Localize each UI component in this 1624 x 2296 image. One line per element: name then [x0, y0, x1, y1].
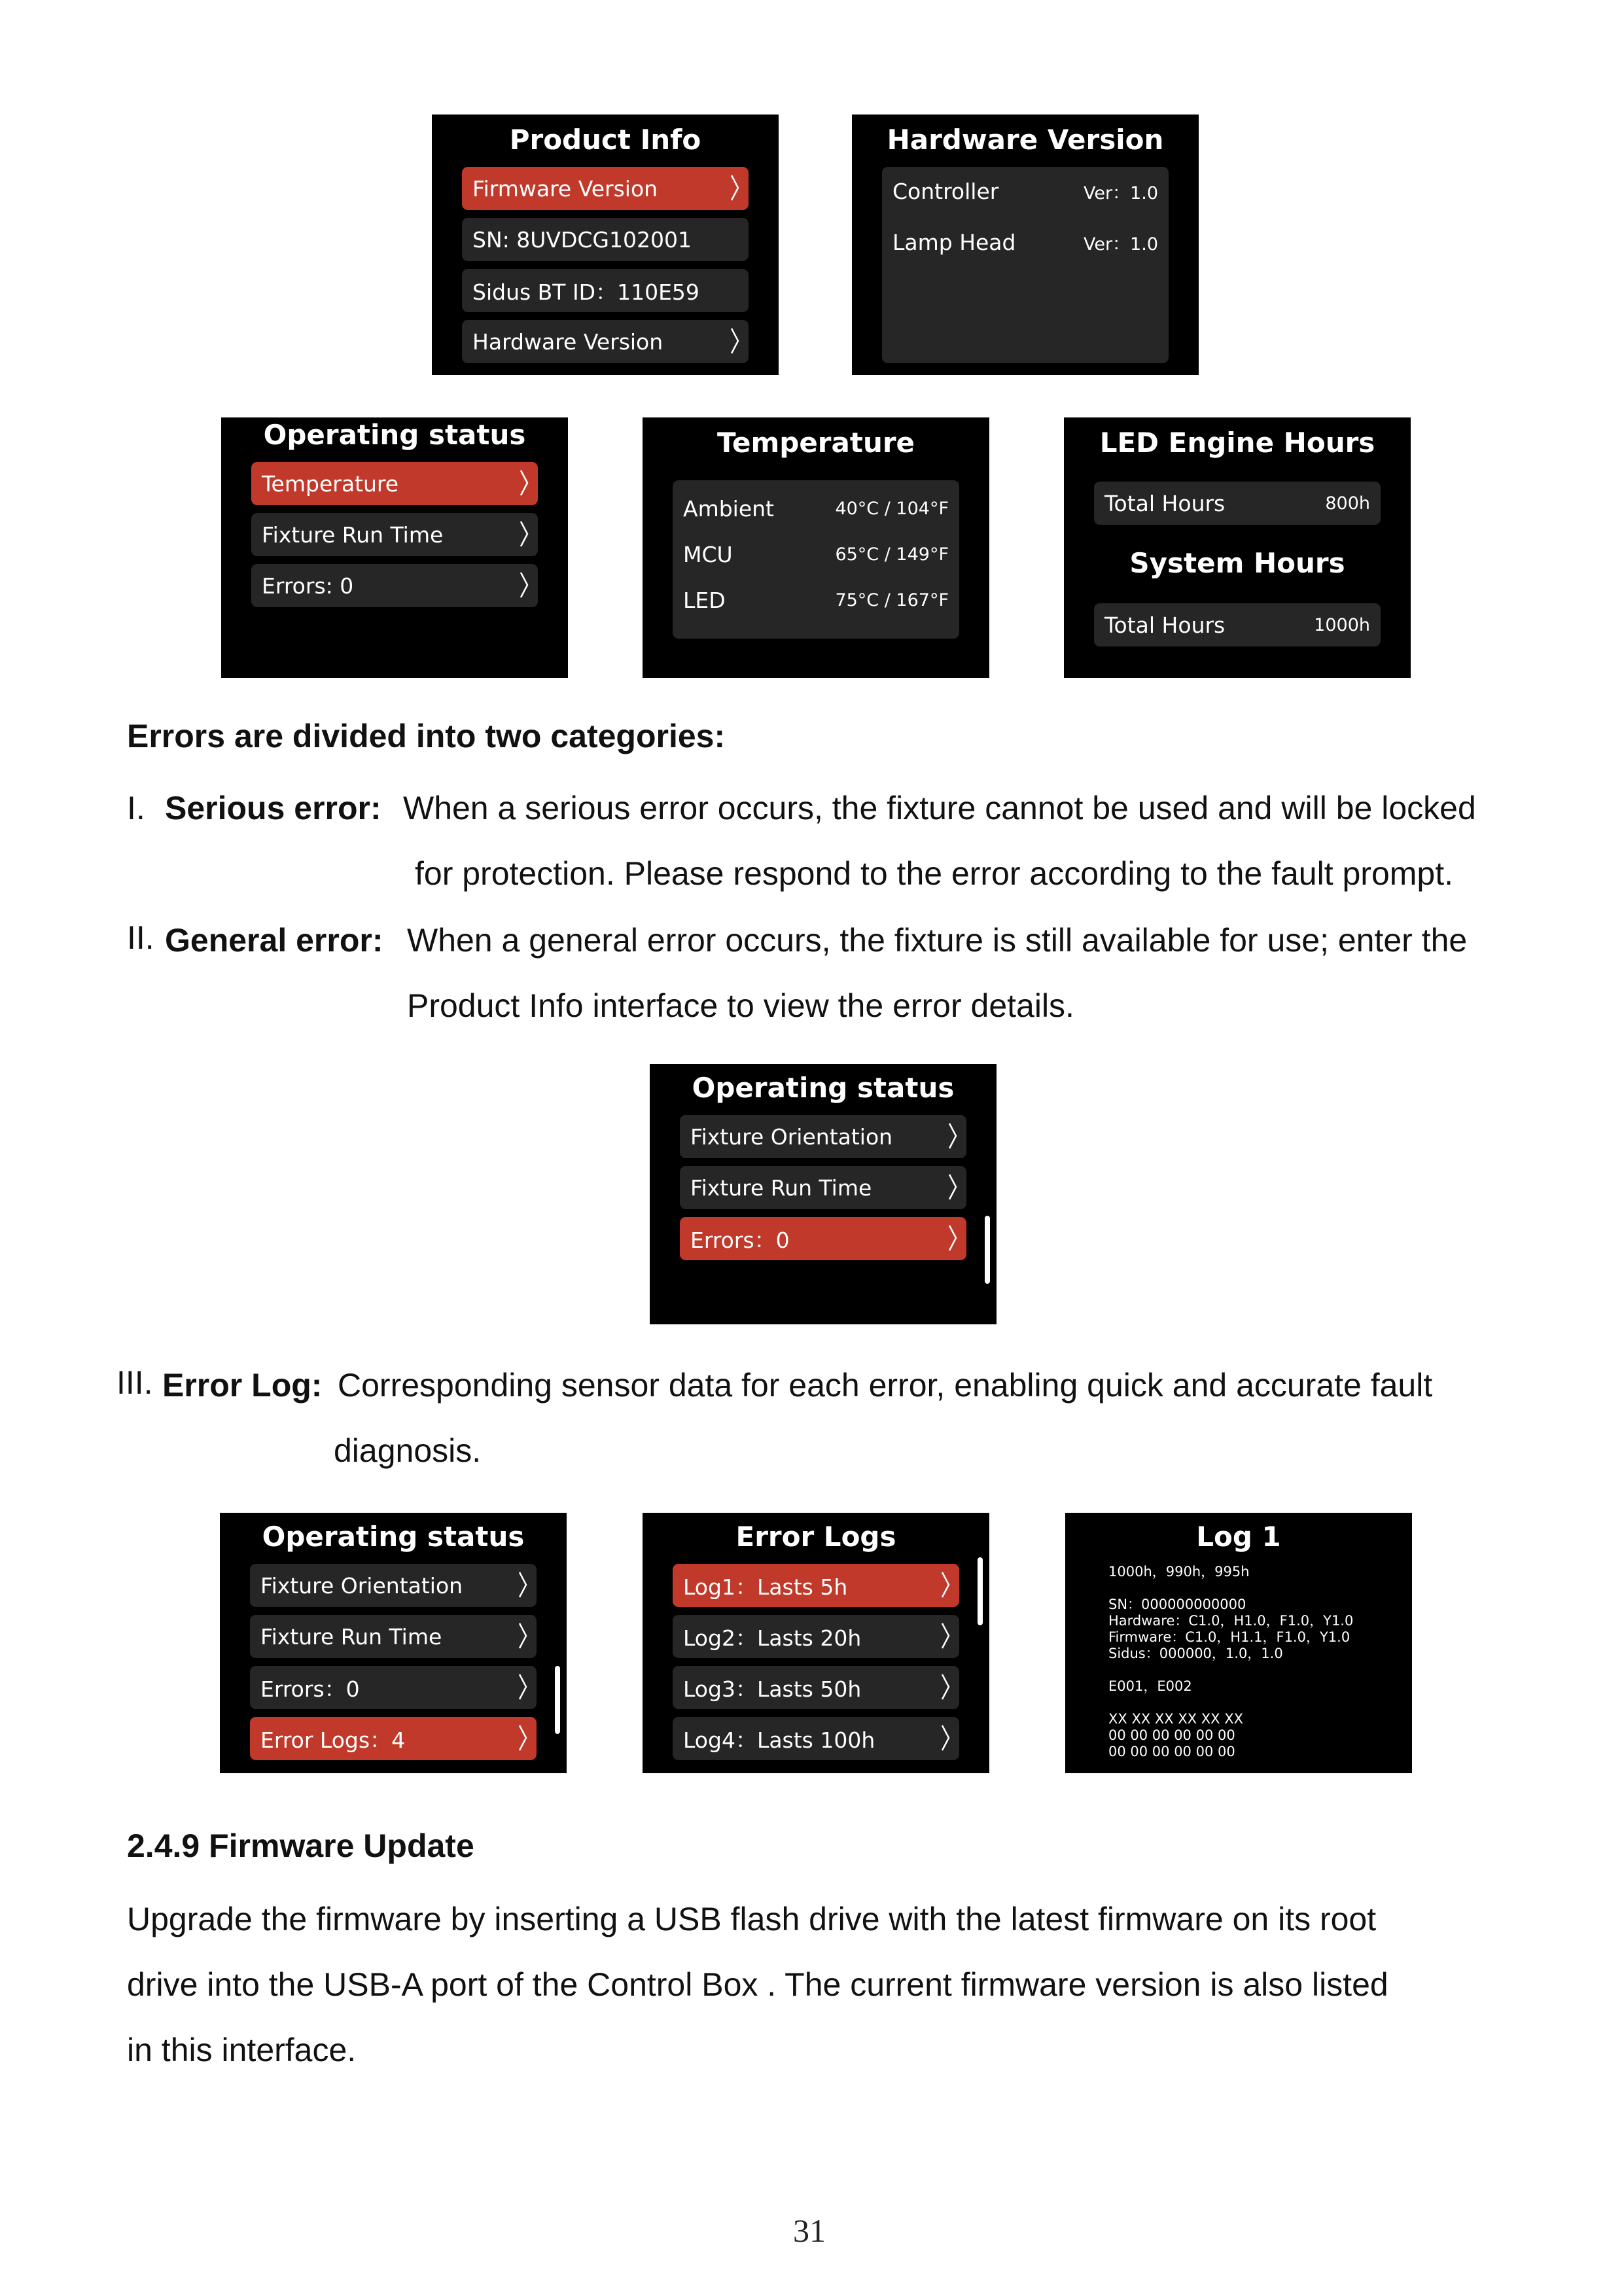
menu-item-label: Log3：Lasts 50h — [683, 1676, 862, 1702]
chevron-right-icon — [947, 1173, 959, 1201]
temp-row-ambient — [683, 496, 949, 521]
menu-item-label: Error Logs：4 — [260, 1727, 406, 1753]
menu-item-label: Fixture Run Time — [260, 1623, 442, 1650]
temp-label: MCU — [683, 542, 733, 567]
screen-title: Product Info — [509, 124, 701, 156]
item1-number: I. — [127, 790, 145, 826]
menu-item-label: Fixture Run Time — [262, 521, 444, 548]
system-hours-title: System Hours — [1129, 547, 1345, 579]
menu-item-label: Hardware Version — [472, 328, 663, 355]
temperature-panel — [673, 480, 959, 639]
log-data-line: 00 00 00 00 00 00 — [1108, 1727, 1235, 1743]
system-total-hours-row — [1094, 603, 1381, 646]
operating-status-screen — [650, 1064, 997, 1324]
error-logs-screen — [643, 1513, 989, 1773]
total-hours-value: 800h — [1325, 493, 1370, 514]
log-firmware-line: Firmware：C1.0，H1.1，F1.0，Y1.0 — [1108, 1629, 1350, 1645]
item2-label: General error: — [165, 922, 383, 959]
version-label: Controller — [892, 179, 999, 204]
menu-item-label: Fixture Run Time — [690, 1174, 872, 1201]
temp-row-led — [683, 588, 949, 613]
scrollbar[interactable] — [985, 1216, 990, 1284]
log-data-line: XX XX XX XX XX XX — [1108, 1711, 1244, 1727]
paragraph-line: drive into the USB-A port of the Control Box . The current firmware version is also listed — [127, 1966, 1388, 2003]
item3-line1: Corresponding sensor data for each error, enabling quick and accurate fault — [338, 1367, 1433, 1404]
menu-item-errors[interactable] — [250, 1666, 537, 1709]
log1-screen — [1065, 1513, 1412, 1773]
section-heading: 2.4.9 Firmware Update — [127, 1828, 474, 1864]
menu-item-label: Errors: 0 — [262, 573, 354, 599]
item3-number: III. — [116, 1364, 153, 1401]
version-label: Lamp Head — [892, 230, 1016, 255]
menu-item-fixture-run-time[interactable] — [251, 513, 538, 556]
chevron-right-icon — [940, 1723, 951, 1752]
menu-item-log2[interactable] — [673, 1615, 959, 1658]
menu-item-fixture-orientation[interactable] — [680, 1115, 966, 1158]
screen-title: Operating status — [263, 419, 526, 451]
page-number: 31 — [793, 2212, 826, 2249]
version-row-lamp-head — [892, 230, 1158, 255]
chevron-right-icon — [518, 468, 530, 497]
chevron-right-icon — [517, 1621, 529, 1650]
log-hardware-line: Hardware：C1.0，H1.0，F1.0，Y1.0 — [1108, 1613, 1354, 1629]
chevron-right-icon — [518, 520, 530, 548]
chevron-right-icon — [518, 571, 530, 599]
log-sn-line: SN：000000000000 — [1108, 1597, 1246, 1612]
menu-item-label: Errors：0 — [260, 1676, 360, 1702]
menu-item-fixture-run-time[interactable] — [250, 1615, 537, 1658]
chevron-right-icon — [940, 1570, 951, 1599]
screen-title: Temperature — [716, 427, 915, 459]
chevron-right-icon — [517, 1672, 529, 1701]
item3-label: Error Log: — [162, 1367, 323, 1404]
menu-item-label: Temperature — [262, 470, 399, 497]
screen-title: Hardware Version — [887, 124, 1164, 156]
paragraph-line: in this interface. — [127, 2032, 357, 2068]
log-sidus-line: Sidus：000000，1.0，1.0 — [1108, 1646, 1283, 1661]
temp-value: 75°C / 167°F — [835, 590, 949, 610]
led-engine-hours-screen — [1064, 417, 1411, 678]
paragraph-line: Upgrade the firmware by inserting a USB flash drive with the latest firmware on its root — [127, 1901, 1377, 1937]
menu-item-label: Fixture Orientation — [260, 1572, 463, 1598]
menu-item-log1[interactable] — [673, 1564, 959, 1607]
temperature-screen — [643, 417, 989, 678]
chevron-right-icon — [729, 173, 741, 202]
menu-item-sn — [462, 218, 749, 261]
chevron-right-icon — [940, 1672, 951, 1701]
operating-status-screen — [220, 1513, 567, 1773]
temp-row-mcu — [683, 542, 949, 567]
temp-value: 40°C / 104°F — [835, 499, 949, 519]
scrollbar[interactable] — [978, 1557, 983, 1625]
menu-item-temperature[interactable] — [251, 462, 538, 505]
menu-item-label: Log4：Lasts 100h — [683, 1727, 875, 1753]
chevron-right-icon — [729, 327, 741, 355]
chevron-right-icon — [940, 1621, 951, 1650]
menu-item-hardware-version[interactable] — [462, 320, 749, 363]
temp-label: Ambient — [683, 496, 774, 521]
item1-line1: When a serious error occurs, the fixture cannot be used and will be locked — [403, 790, 1476, 826]
menu-item-errors[interactable] — [680, 1217, 966, 1260]
item3-line2: diagnosis. — [334, 1432, 482, 1469]
screen-title: Operating status — [262, 1521, 525, 1553]
menu-item-label: Log2：Lasts 20h — [683, 1625, 862, 1651]
menu-item-label: Errors：0 — [690, 1227, 790, 1253]
menu-item-error-logs[interactable] — [250, 1717, 537, 1760]
screen-title: Error Logs — [735, 1521, 896, 1553]
item2-number: II. — [127, 919, 154, 956]
scrollbar[interactable] — [555, 1666, 560, 1734]
log-error-codes-line: E001，E002 — [1108, 1678, 1192, 1694]
menu-item-sidus-bt-id — [462, 269, 749, 312]
total-hours-label: Total Hours — [1104, 612, 1226, 638]
led-total-hours-row — [1094, 482, 1381, 525]
hardware-version-screen — [852, 115, 1199, 375]
version-row-controller — [892, 179, 1158, 204]
screen-title: Log 1 — [1196, 1521, 1281, 1553]
total-hours-value: 1000h — [1314, 614, 1370, 635]
menu-item-fixture-orientation[interactable] — [250, 1564, 537, 1607]
temp-label: LED — [683, 588, 726, 613]
item2-line2: Product Info interface to view the error details. — [407, 987, 1074, 1024]
chevron-right-icon — [517, 1570, 529, 1599]
version-panel — [882, 167, 1169, 363]
screen-title: Operating status — [692, 1072, 955, 1104]
total-hours-label: Total Hours — [1104, 490, 1226, 516]
menu-item-errors[interactable] — [251, 564, 538, 607]
screen-title: LED Engine Hours — [1099, 427, 1375, 459]
menu-item-log4[interactable] — [673, 1717, 959, 1760]
menu-item-label: SN: 8UVDCG102001 — [472, 226, 692, 253]
categories-heading: Errors are divided into two categories: — [127, 718, 726, 754]
version-value: Ver：1.0 — [1083, 234, 1158, 255]
chevron-right-icon — [517, 1723, 529, 1752]
log-hours-line: 1000h，990h，995h — [1108, 1564, 1250, 1580]
menu-item-label: Log1：Lasts 5h — [683, 1574, 848, 1600]
log-data-line: 00 00 00 00 00 00 — [1108, 1744, 1235, 1759]
menu-item-log3[interactable] — [673, 1666, 959, 1709]
menu-item-firmware-version[interactable] — [462, 167, 749, 210]
temp-value: 65°C / 149°F — [835, 544, 949, 565]
menu-item-label: Fixture Orientation — [690, 1123, 893, 1150]
item2-line1: When a general error occurs, the fixture is still available for use; enter the — [407, 922, 1468, 959]
chevron-right-icon — [947, 1122, 959, 1150]
version-value: Ver：1.0 — [1083, 183, 1158, 203]
item1-label: Serious error: — [165, 790, 381, 826]
product-info-screen — [432, 115, 779, 375]
menu-item-label: Sidus BT ID：110E59 — [472, 279, 699, 305]
operating-status-screen — [221, 417, 568, 678]
menu-item-fixture-run-time[interactable] — [680, 1166, 966, 1209]
menu-item-label: Firmware Version — [472, 175, 658, 202]
item1-line2: for protection. Please respond to the error according to the fault prompt. — [415, 855, 1453, 892]
chevron-right-icon — [947, 1224, 959, 1252]
